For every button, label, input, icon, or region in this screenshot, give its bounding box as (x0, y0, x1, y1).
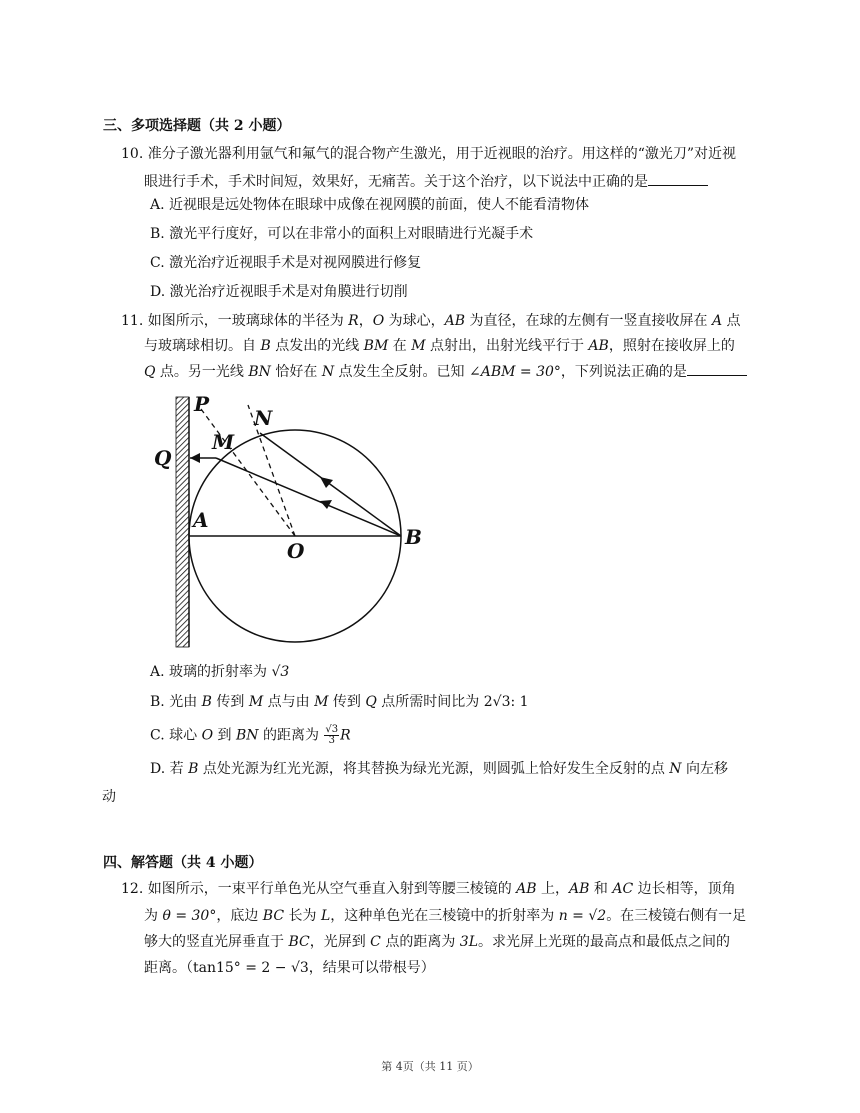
q12-stem-line4: 距离。（tan15° = 2 − √3，结果可以带根号） (144, 960, 435, 976)
label-m: M (212, 430, 235, 454)
q11-option-d: D. 若 B 点处光源为红光光源，将其替换为绿光光源，则圆弧上恰好发生全反射的点 N 向左移 (150, 761, 728, 777)
answer-blank[interactable] (687, 361, 747, 376)
label-p: P (194, 392, 210, 416)
q10-stem-line1: 10. 准分子激光器利用氩气和氟气的混合物产生激光，用于近视眼的治疗。用这样的“激光刀”对近视 (121, 146, 737, 162)
arrow-bm (320, 500, 332, 509)
answer-blank[interactable] (648, 171, 708, 186)
q11-stem-line1: 11. 如图所示，一玻璃球体的半径为 R，O 为球心，AB 为直径，在球的左侧有一竖直接收屏在 A 点 (121, 313, 741, 329)
label-n: N (254, 406, 273, 430)
q11-stem-line3: Q 点。另一光线 BN 恰好在 N 点发生全反射。已知 ∠ABM = 30°，下列说法正确的是 (144, 361, 747, 382)
label-a: A (193, 508, 209, 532)
q12-stem-line2: 为 θ = 30°，底边 BC 长为 L，这种单色光在三棱镜中的折射率为 n = √2。在三棱镜右侧有一足 (144, 908, 747, 924)
label-b: B (405, 525, 422, 549)
ray-bn (260, 433, 401, 536)
fraction-sqrt3-over-3: $\frac{√3}{3}$ (325, 724, 339, 746)
arrow-mq (190, 453, 200, 463)
label-q: Q (154, 446, 172, 470)
screen-wall (176, 397, 189, 647)
section-3-title: 三、多项选择题（共 2 小题） (103, 118, 291, 134)
q11-option-d-continued: 动 (102, 789, 116, 805)
q10-stem-text: 眼进行手术，手术时间短，效果好，无痛苦。关于这个治疗，以下说法中正确的是 (144, 174, 648, 190)
ray-bm (216, 458, 401, 536)
q11-stem-line2: 与玻璃球相切。自 B 点发出的光线 BM 在 M 点射出，出射光线平行于 AB，照射在接收屏上的 (144, 338, 735, 354)
q11-option-a: A. 玻璃的折射率为 √3 (150, 664, 290, 680)
page-footer: 第 4页（共 11 页） (381, 1060, 479, 1073)
q11-figure (150, 385, 440, 650)
q10-option-b: B. 激光平行度好，可以在非常小的面积上对眼睛进行光凝手术 (150, 226, 534, 242)
q11-option-c: C. 球心 O 到 BN 的距离为 $\frac{√3}{3}$ R (150, 724, 351, 746)
q10-option-d: D. 激光治疗近视眼手术是对角膜进行切削 (150, 284, 408, 300)
q10-option-a: A. 近视眼是远处物体在眼球中成像在视网膜的前面，使人不能看清物体 (150, 197, 590, 213)
label-o: O (287, 539, 305, 563)
q11-option-b: B. 光由 B 传到 M 点与由 M 传到 Q 点所需时间比为 2√3: 1 (150, 694, 529, 710)
section-4-title: 四、解答题（共 4 小题） (103, 855, 263, 871)
q10-stem-line2 (144, 171, 708, 192)
arrow-bn (320, 477, 333, 488)
q12-stem-line3: 够大的竖直光屏垂直于 BC，光屏到 C 点的距离为 3L。求光屏上光斑的最高点和最低点之间的 (144, 934, 731, 950)
q12-stem-line1: 12. 如图所示，一束平行单色光从空气垂直入射到等腰三棱镜的 AB 上，AB 和 AC 边长相等，顶角 (121, 881, 736, 897)
q10-option-c: C. 激光治疗近视眼手术是对视网膜进行修复 (150, 255, 422, 271)
